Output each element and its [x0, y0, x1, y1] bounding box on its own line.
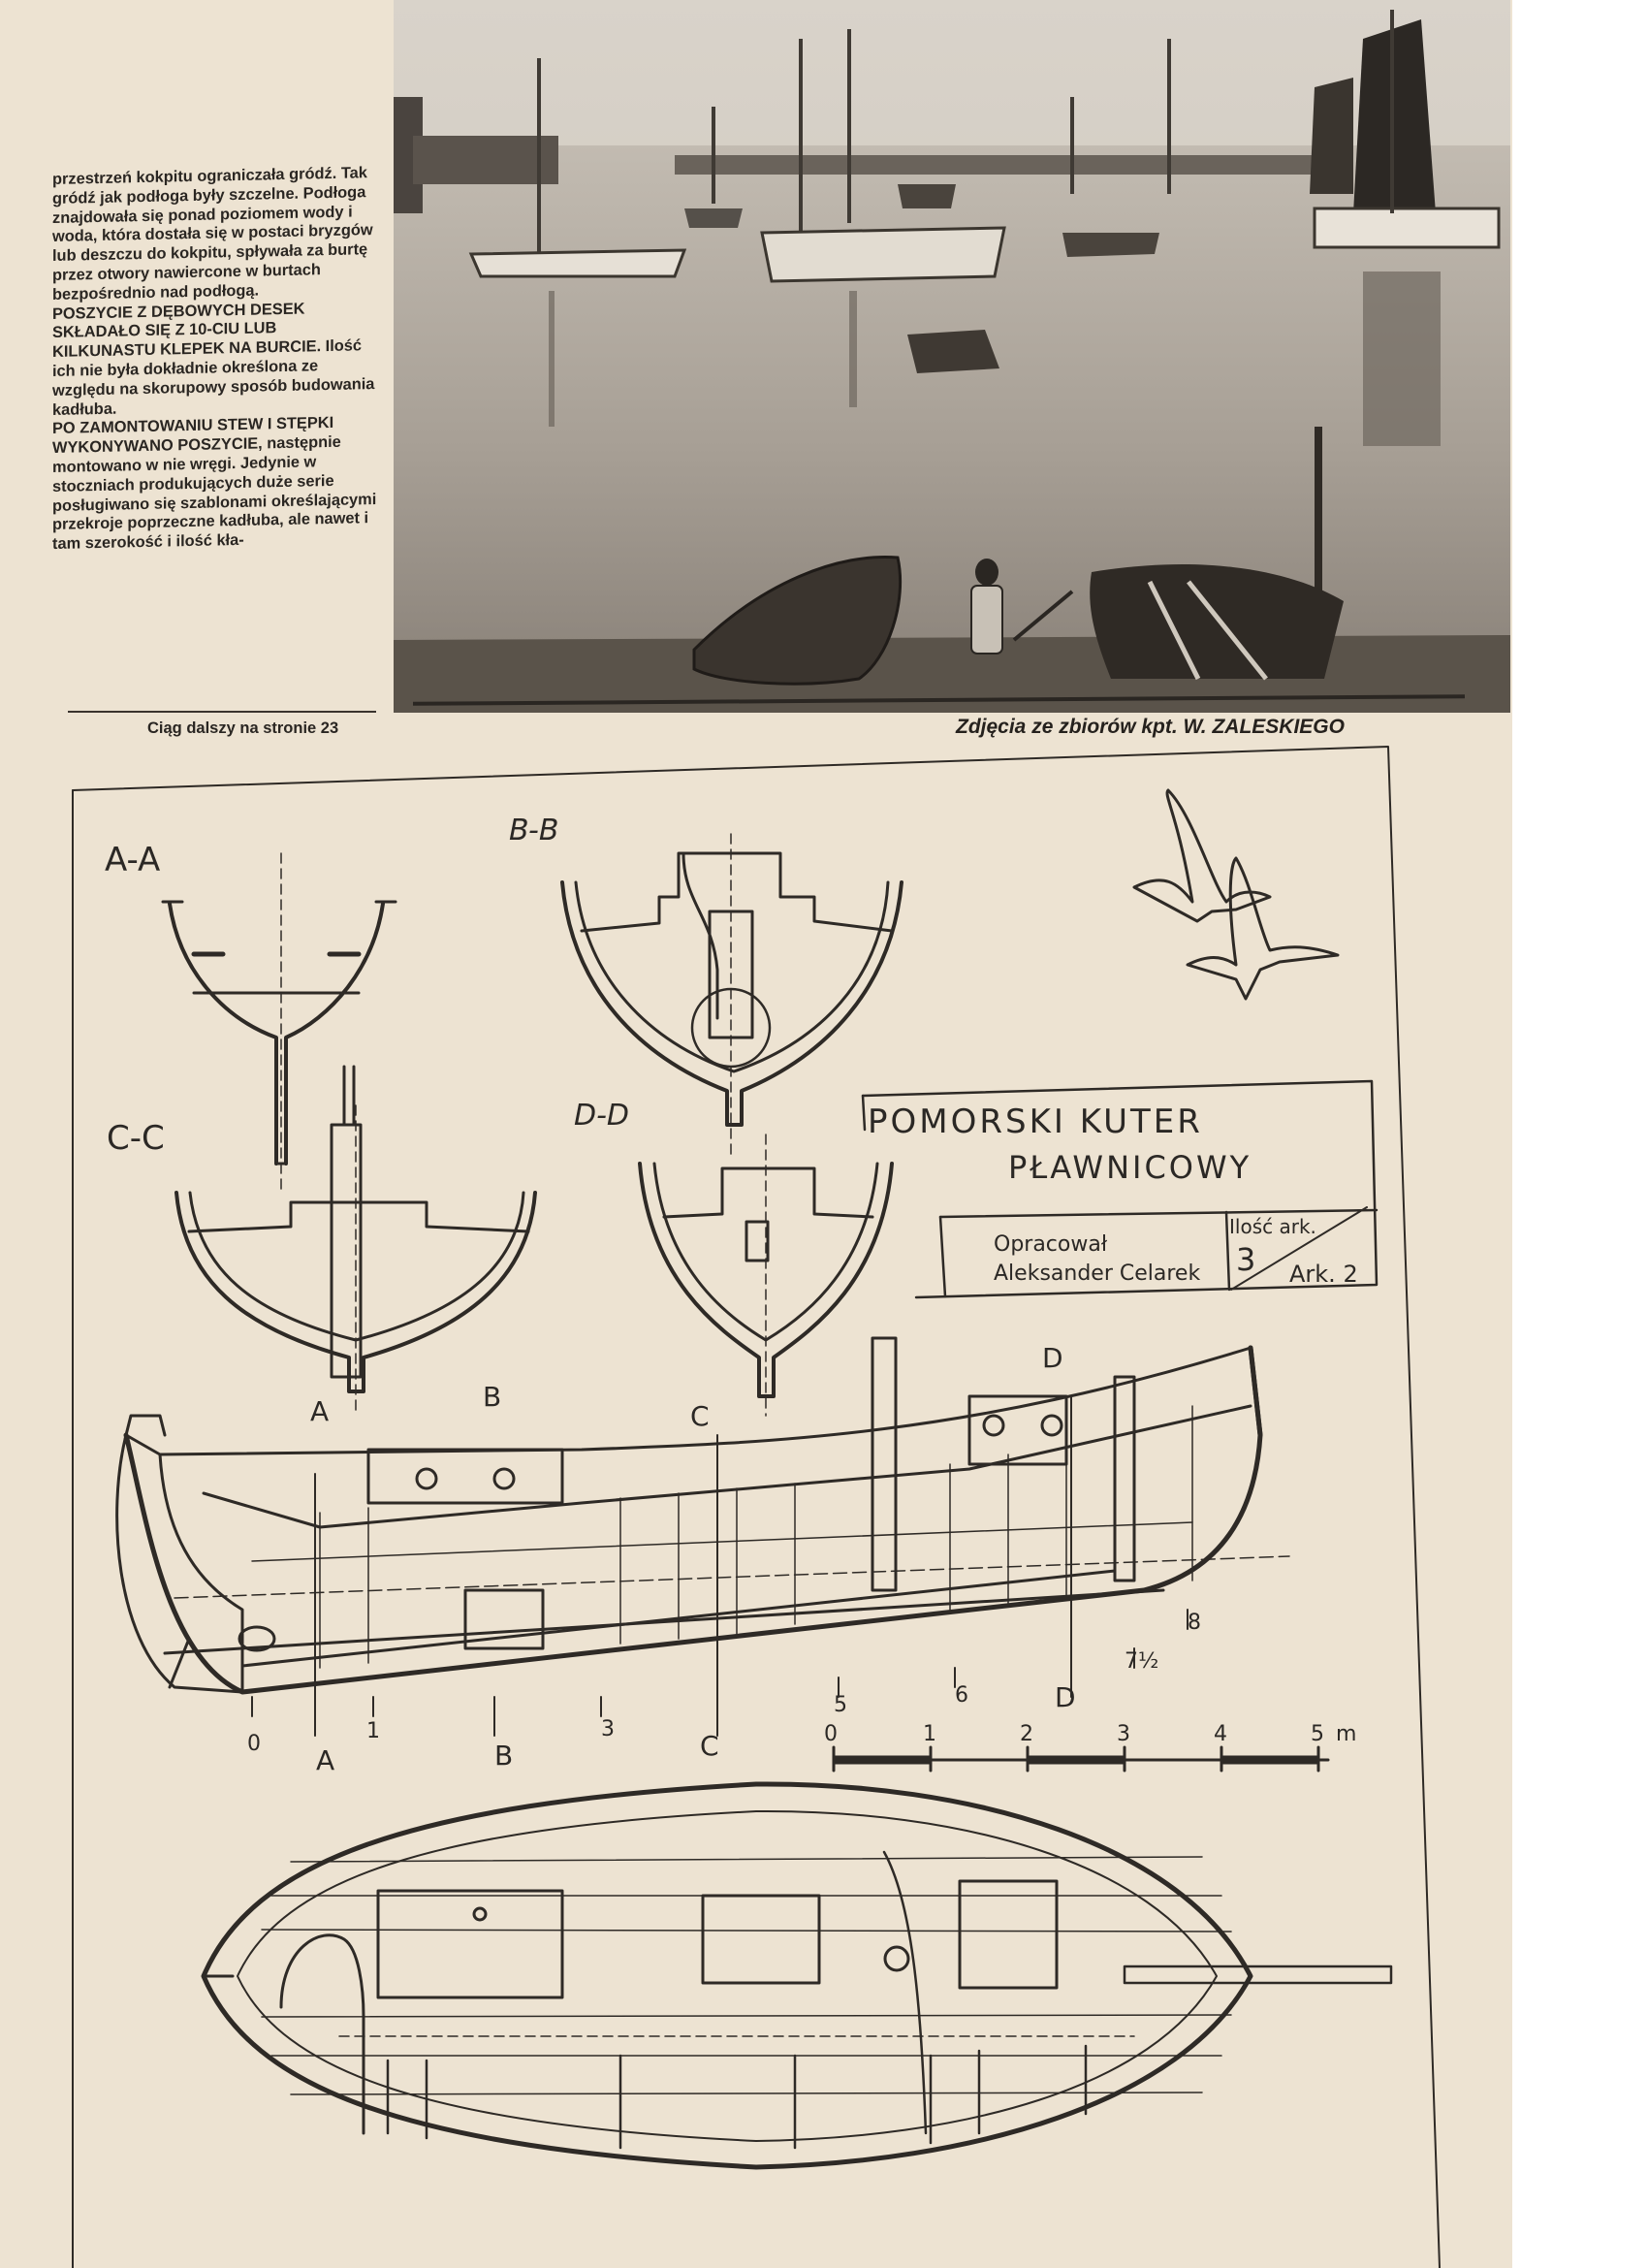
station-5: 5: [834, 1693, 847, 1717]
paragraph-2: POSZYCIE Z DĘBOWYCH DESEK SKŁADAŁO SIĘ Z 10-CIU LUB KILKUNASTU KLEPEK NA BURCIE. Ilość ich nie była dokładnie określona ze względu na skorupowy sposób budowania kadłuba.: [52, 300, 375, 419]
station-mark-a-bottom: A: [316, 1744, 335, 1776]
section-label-d: D-D: [574, 1099, 630, 1133]
paragraph-1: przestrzeń kokpitu ograniczała gródź. Tak gródź jak podłoga były szczelne. Podłoga znajdowała się ponad poziomem wody i woda, która dostała się w postaci bryzgów lub deszczu do kokpitu, spływała za burtę przez otwory nawiercone w burtach bezpośrednio nad podłogą.: [52, 164, 373, 303]
scale-4: 4: [1214, 1722, 1227, 1746]
plan-title-line2: PŁAWNICOWY: [1008, 1149, 1252, 1186]
section-c-c: [176, 1067, 535, 1416]
station-mark-b-bottom: B: [494, 1740, 514, 1772]
continued-note: Ciąg dalszy na stronie 23: [147, 719, 339, 737]
hull-plan: [204, 1784, 1391, 2167]
boat-plan-drawing: [0, 737, 1512, 2268]
scale-unit: m: [1336, 1722, 1357, 1746]
harbor-photograph: [394, 0, 1510, 713]
article-column: [52, 164, 380, 555]
sheet-number: Ark. 2: [1289, 1261, 1358, 1288]
station-mark-c-bottom: C: [700, 1730, 719, 1762]
section-label-a: A-A: [105, 841, 161, 879]
section-label-b: B-B: [509, 814, 559, 847]
station-mark-b-top: B: [483, 1381, 502, 1413]
photo-caption: Zdjęcia ze zbiorów kpt. W. ZALESKIEGO: [956, 716, 1345, 738]
scale-bar: [834, 1747, 1328, 1771]
station-7-half: 7½: [1125, 1649, 1159, 1674]
station-8: 8: [1188, 1611, 1201, 1635]
station-mark-c-top: C: [690, 1400, 710, 1432]
hull-profile: [117, 1338, 1289, 1736]
station-0: 0: [247, 1732, 261, 1756]
seagull-sketch: [1134, 790, 1338, 999]
station-3: 3: [601, 1717, 615, 1741]
sheets-count: 3: [1236, 1241, 1256, 1278]
station-6: 6: [955, 1683, 968, 1708]
scale-3: 3: [1117, 1722, 1130, 1746]
station-mark-d-top: D: [1042, 1342, 1063, 1374]
station-mark-d-bottom: D: [1055, 1681, 1076, 1713]
section-label-c: C-C: [107, 1119, 165, 1158]
scale-0: 0: [824, 1722, 838, 1746]
scale-1: 1: [923, 1722, 936, 1746]
scale-5: 5: [1311, 1722, 1324, 1746]
plan-title-line1: POMORSKI KUTER: [868, 1102, 1203, 1141]
author-name: Aleksander Celarek: [994, 1262, 1201, 1286]
station-mark-a-top: A: [310, 1395, 330, 1427]
scale-2: 2: [1020, 1722, 1033, 1746]
author-label: Opracował: [994, 1232, 1108, 1257]
column-divider: [68, 711, 376, 713]
paragraph-3: PO ZAMONTOWANIU STEW I STĘPKI WYKONYWANO POSZYCIE, następnie montowano w nie wręgi. Jedynie w stoczniach produkujących duże serie posługiwano się szablonami określającymi przekroje poprzeczne kadłuba, ale nawet i tam szerokość i ilość kła-: [52, 414, 377, 554]
section-d-d: [640, 1134, 892, 1416]
sheets-label: Ilość ark.: [1229, 1215, 1316, 1238]
station-1: 1: [366, 1719, 380, 1743]
